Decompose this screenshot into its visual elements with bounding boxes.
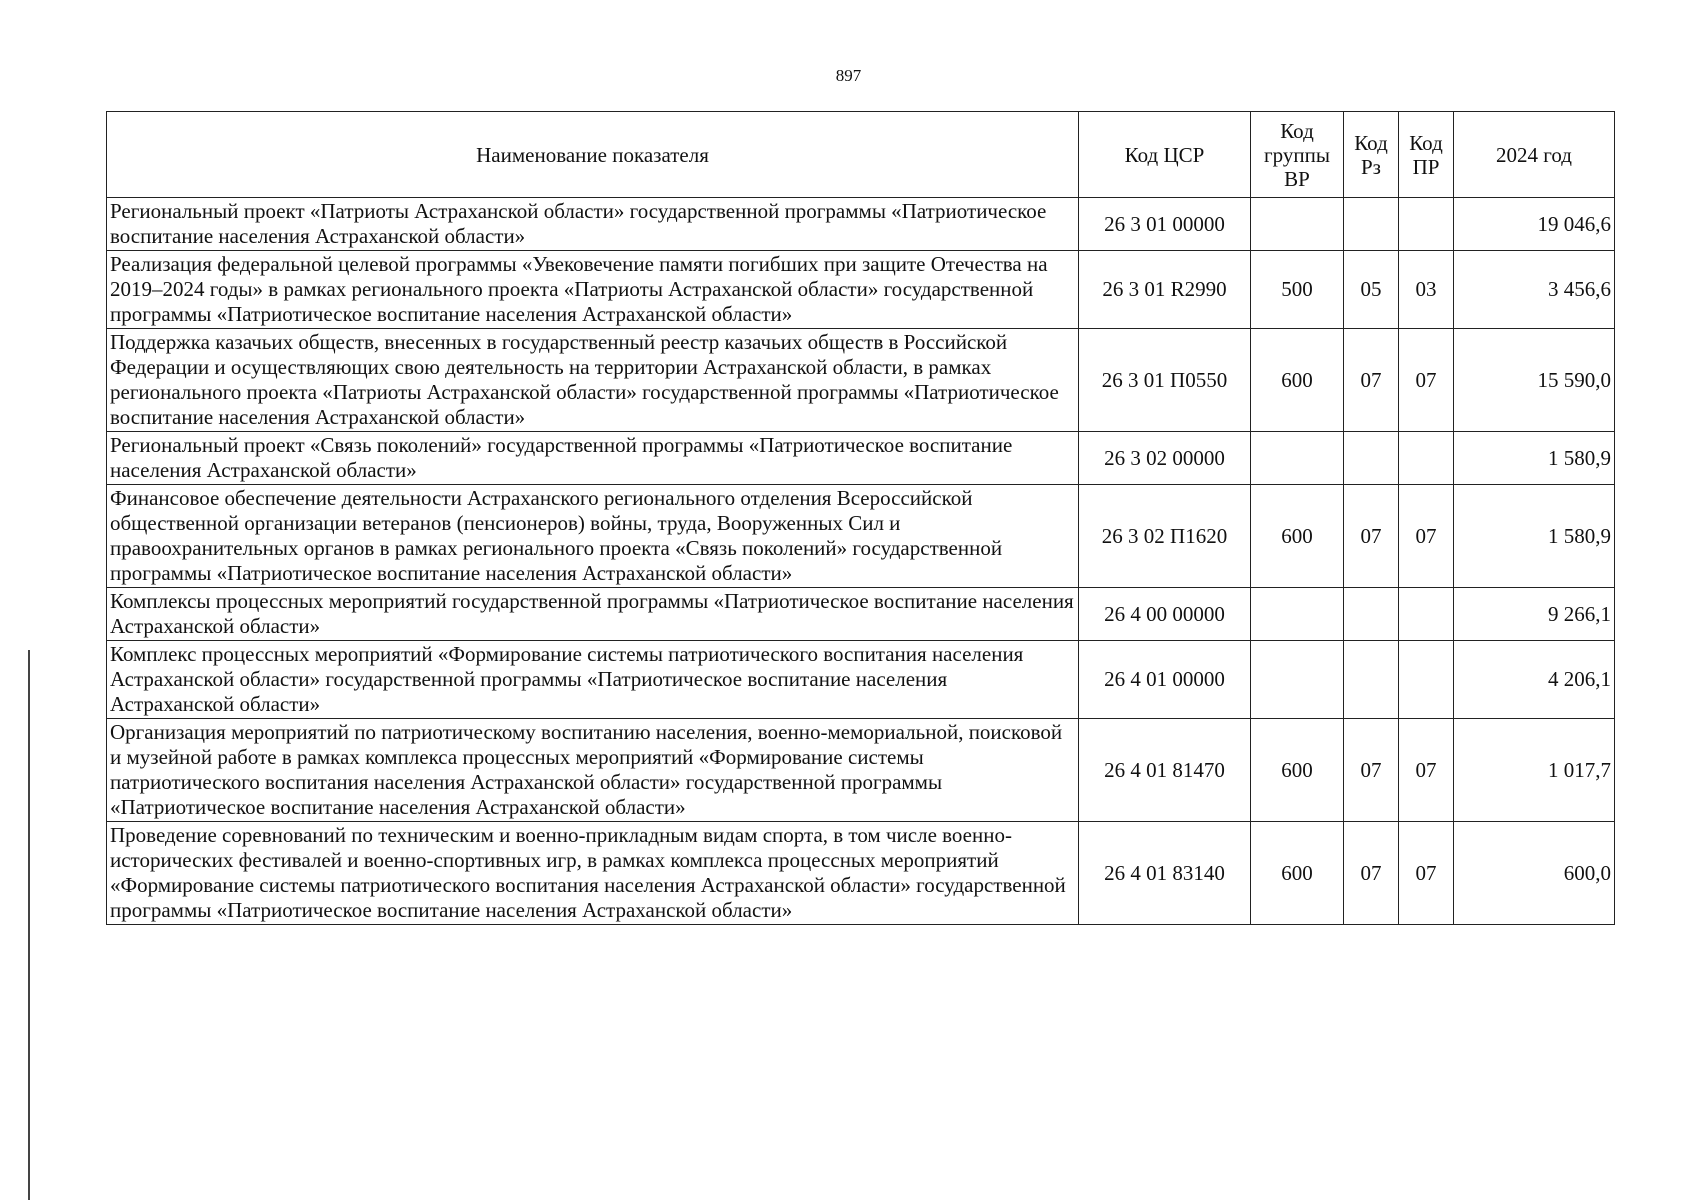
header-year: 2024 год xyxy=(1454,112,1615,198)
row-csr: 26 4 01 00000 xyxy=(1079,641,1251,719)
row-rz: 07 xyxy=(1344,822,1399,925)
table-header-row xyxy=(107,112,1615,198)
scan-edge-line xyxy=(28,650,30,1200)
row-csr: 26 3 01 П0550 xyxy=(1079,329,1251,432)
table-row xyxy=(107,329,1615,432)
row-vr xyxy=(1251,588,1344,641)
row-pr: 03 xyxy=(1399,251,1454,329)
row-rz xyxy=(1344,198,1399,251)
row-name: Проведение соревнований по техническим и военно-прикладным видам спорта, в том числе военно-исторических фестивалей и военно-спортивных игр, в рамках комплекса процессных мероприятий «Формирование системы патриотического воспитания населения Астраханской области» государственной программы «Патриотическое воспитание населения Астраханской области» xyxy=(107,822,1079,925)
row-vr: 600 xyxy=(1251,485,1344,588)
row-rz: 07 xyxy=(1344,329,1399,432)
row-csr: 26 4 00 00000 xyxy=(1079,588,1251,641)
row-pr xyxy=(1399,588,1454,641)
row-amount: 1 580,9 xyxy=(1454,432,1615,485)
row-name: Реализация федеральной целевой программы «Увековечение памяти погибших при защите Отечества на 2019–2024 годы» в рамках регионального проекта «Патриоты Астраханской области» государственной программы «Патриотическое воспитание населения Астраханской области» xyxy=(107,251,1079,329)
row-name: Комплексы процессных мероприятий государственной программы «Патриотическое воспитание населения Астраханской области» xyxy=(107,588,1079,641)
row-pr: 07 xyxy=(1399,329,1454,432)
row-pr xyxy=(1399,641,1454,719)
row-amount: 9 266,1 xyxy=(1454,588,1615,641)
table-row xyxy=(107,485,1615,588)
row-rz: 07 xyxy=(1344,719,1399,822)
row-vr: 600 xyxy=(1251,329,1344,432)
table-row xyxy=(107,198,1615,251)
row-rz: 07 xyxy=(1344,485,1399,588)
row-amount: 15 590,0 xyxy=(1454,329,1615,432)
row-name: Региональный проект «Связь поколений» государственной программы «Патриотическое воспитание населения Астраханской области» xyxy=(107,432,1079,485)
row-name: Региональный проект «Патриоты Астраханской области» государственной программы «Патриотическое воспитание населения Астраханской области» xyxy=(107,198,1079,251)
row-csr: 26 3 01 R2990 xyxy=(1079,251,1251,329)
row-vr xyxy=(1251,641,1344,719)
header-vr: Код группы ВР xyxy=(1251,112,1344,198)
row-csr: 26 3 01 00000 xyxy=(1079,198,1251,251)
header-csr: Код ЦСР xyxy=(1079,112,1251,198)
budget-table xyxy=(106,111,1615,925)
row-amount: 4 206,1 xyxy=(1454,641,1615,719)
row-amount: 19 046,6 xyxy=(1454,198,1615,251)
row-name: Комплекс процессных мероприятий «Формирование системы патриотического воспитания населения Астраханской области» государственной программы «Патриотическое воспитание населения Астраханской области» xyxy=(107,641,1079,719)
row-pr: 07 xyxy=(1399,485,1454,588)
row-name: Организация мероприятий по патриотическому воспитанию населения, военно-мемориальной, поисковой и музейной работе в рамках комплекса процессных мероприятий «Формирование системы патриотического воспитания населения Астраханской области» государственной программы «Патриотическое воспитание населения Астраханской области» xyxy=(107,719,1079,822)
header-name: Наименование показателя xyxy=(107,112,1079,198)
page-number: 897 xyxy=(835,66,862,85)
row-amount: 600,0 xyxy=(1454,822,1615,925)
row-rz xyxy=(1344,432,1399,485)
row-amount: 1 580,9 xyxy=(1454,485,1615,588)
row-rz xyxy=(1344,588,1399,641)
row-vr xyxy=(1251,432,1344,485)
table-row xyxy=(107,588,1615,641)
header-pr: Код ПР xyxy=(1399,112,1454,198)
table-row xyxy=(107,432,1615,485)
row-vr: 600 xyxy=(1251,719,1344,822)
row-csr: 26 3 02 П1620 xyxy=(1079,485,1251,588)
row-csr: 26 4 01 83140 xyxy=(1079,822,1251,925)
table-row xyxy=(107,641,1615,719)
header-rz: Код Рз xyxy=(1344,112,1399,198)
row-csr: 26 3 02 00000 xyxy=(1079,432,1251,485)
row-vr: 500 xyxy=(1251,251,1344,329)
table-row xyxy=(107,251,1615,329)
row-rz: 05 xyxy=(1344,251,1399,329)
row-amount: 3 456,6 xyxy=(1454,251,1615,329)
row-name: Поддержка казачьих обществ, внесенных в государственный реестр казачьих обществ в Российской Федерации и осуществляющих свою деятельность на территории Астраханской области, в рамках регионального проекта «Патриоты Астраханской области» государственной программы «Патриотическое воспитание населения Астраханской области» xyxy=(107,329,1079,432)
table-row xyxy=(107,822,1615,925)
table-row xyxy=(107,719,1615,822)
row-csr: 26 4 01 81470 xyxy=(1079,719,1251,822)
row-amount: 1 017,7 xyxy=(1454,719,1615,822)
row-name: Финансовое обеспечение деятельности Астраханского регионального отделения Всероссийской общественной организации ветеранов (пенсионеров) войны, труда, Вооруженных Сил и правоохранительных органов в рамках регионального проекта «Связь поколений» государственной программы «Патриотическое воспитание населения Астраханской области» xyxy=(107,485,1079,588)
row-vr: 600 xyxy=(1251,822,1344,925)
row-vr xyxy=(1251,198,1344,251)
row-rz xyxy=(1344,641,1399,719)
row-pr: 07 xyxy=(1399,719,1454,822)
row-pr xyxy=(1399,432,1454,485)
row-pr: 07 xyxy=(1399,822,1454,925)
row-pr xyxy=(1399,198,1454,251)
